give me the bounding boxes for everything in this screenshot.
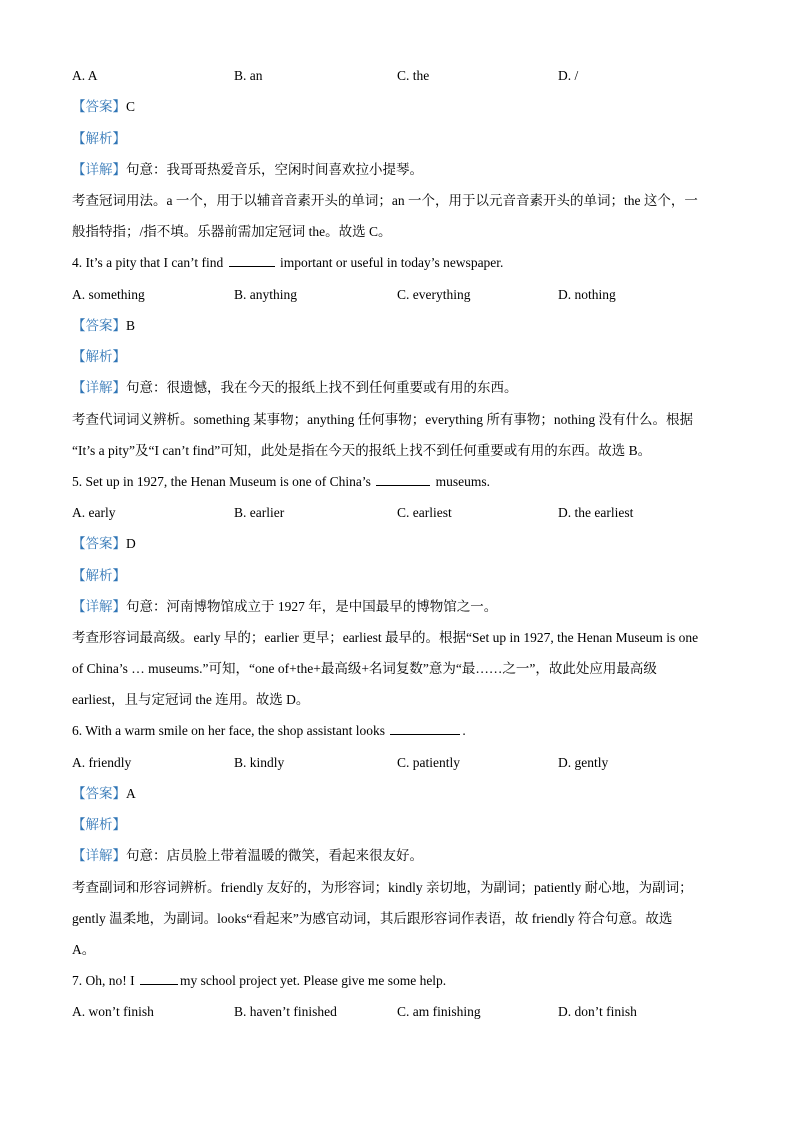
q6-explain-1: 考查副词和形容词辨析。friendly 友好的，为形容词；kindly 亲切地，为副词；patiently 耐心地，为副词；	[72, 880, 693, 895]
q3-option-a: A. A	[72, 68, 98, 83]
answer-value: D	[126, 536, 136, 551]
q5-explain-3: earliest，且与定冠词 the 连用。故选 D。	[72, 692, 310, 707]
q7-stem-before: 7. Oh, no! I	[72, 973, 135, 988]
q5-options	[72, 503, 732, 523]
q4-option-c: C. everything	[397, 287, 471, 302]
q5-explain-2: of China’s … museums.”可知，“one of+the+最高级+名词复数”意为“最……之一”，故此处应用最高级	[72, 661, 657, 676]
q7-blank	[140, 971, 178, 985]
q3-explain-2: 般指特指；/指不填。乐器前需加定冠词 the。故选 C。	[72, 224, 392, 239]
detail-tag: 【详解】	[72, 848, 126, 863]
answer-value: A	[126, 786, 136, 801]
q7-option-c: C. am finishing	[397, 1004, 481, 1019]
q6-option-b: B. kindly	[234, 755, 285, 770]
q6-detail	[72, 846, 732, 866]
q6-explain-3: A。	[72, 942, 96, 957]
q7-options	[72, 1002, 732, 1022]
q7-stem-after: my school project yet. Please give me some help.	[180, 973, 447, 988]
q3-detail	[72, 160, 732, 180]
q5-option-a: A. early	[72, 505, 116, 520]
answer-tag: 【答案】	[72, 318, 126, 333]
q6-explain-2: gently 温柔地，为副词。looks“看起来”为感官动词，其后跟形容词作表语，故 friendly 符合句意。故选	[72, 911, 673, 926]
q6-stem	[72, 721, 732, 741]
q5-option-d: D. the earliest	[558, 505, 634, 520]
q4-stem-after: important or useful in today’s newspaper.	[279, 255, 504, 270]
q4-option-d: D. nothing	[558, 287, 616, 302]
q7-option-b: B. haven’t finished	[234, 1004, 337, 1019]
detail-tag: 【详解】	[72, 599, 126, 614]
q5-blank	[376, 472, 430, 486]
q4-blank	[229, 253, 275, 267]
answer-tag: 【答案】	[72, 786, 126, 801]
q6-blank	[390, 721, 460, 735]
q4-detail	[72, 378, 732, 398]
analysis-tag: 【解析】	[72, 131, 126, 146]
answer-tag: 【答案】	[72, 536, 126, 551]
analysis-tag: 【解析】	[72, 568, 126, 583]
answer-value: B	[126, 318, 136, 333]
analysis-tag: 【解析】	[72, 817, 126, 832]
q5-option-b: B. earlier	[234, 505, 285, 520]
q6-analysis	[72, 815, 732, 835]
q4-stem-before: 4. It’s a pity that I can’t find	[72, 255, 224, 270]
q5-stem-after: museums.	[435, 474, 490, 489]
q4-answer	[72, 316, 732, 336]
detail-text: 句意：店员脸上带着温暖的微笑，看起来很友好。	[126, 848, 423, 863]
q4-analysis	[72, 347, 732, 367]
q6-option-c: C. patiently	[397, 755, 460, 770]
q5-option-c: C. earliest	[397, 505, 452, 520]
q5-detail	[72, 597, 732, 617]
q5-explain-1: 考查形容词最高级。early 早的；earlier 更早；earliest 最早的。根据“Set up in 1927, the Henan Museum is one	[72, 630, 699, 645]
q3-answer	[72, 97, 732, 117]
q5-answer	[72, 534, 732, 554]
analysis-tag: 【解析】	[72, 349, 126, 364]
q3-analysis	[72, 129, 732, 149]
q5-analysis	[72, 566, 732, 586]
q7-option-a: A. won’t finish	[72, 1004, 154, 1019]
q4-explain-2: “It’s a pity”及“I can’t find”可知，此处是指在今天的报纸上找不到任何重要或有用的东西。故选 B。	[72, 443, 652, 458]
detail-text: 句意：河南博物馆成立于 1927 年，是中国最早的博物馆之一。	[126, 599, 498, 614]
q3-explain-1: 考查冠词用法。a 一个，用于以辅音音素开头的单词；an 一个，用于以元音音素开头的单词；the 这个，一	[72, 193, 698, 208]
q7-option-d: D. don’t finish	[558, 1004, 637, 1019]
q3-option-c: C. the	[397, 68, 430, 83]
answer-value: C	[126, 99, 136, 114]
q4-options	[72, 285, 732, 305]
detail-text: 句意：我哥哥热爱音乐，空闲时间喜欢拉小提琴。	[126, 162, 423, 177]
detail-text: 句意：很遗憾，我在今天的报纸上找不到任何重要或有用的东西。	[126, 380, 518, 395]
q4-explain-1: 考查代词词义辨析。something 某事物；anything 任何事物；everything 所有事物；nothing 没有什么。根据	[72, 412, 693, 427]
q4-stem	[72, 253, 732, 273]
q4-option-b: B. anything	[234, 287, 297, 302]
detail-tag: 【详解】	[72, 162, 126, 177]
answer-tag: 【答案】	[72, 99, 126, 114]
q6-stem-after: .	[462, 723, 466, 738]
q4-option-a: A. something	[72, 287, 145, 302]
q5-stem	[72, 472, 732, 492]
q6-stem-before: 6. With a warm smile on her face, the shop assistant looks	[72, 723, 386, 738]
q6-answer	[72, 784, 732, 804]
q3-option-d: D. /	[558, 68, 579, 83]
q5-stem-before: 5. Set up in 1927, the Henan Museum is one of China’s	[72, 474, 371, 489]
detail-tag: 【详解】	[72, 380, 126, 395]
q6-options	[72, 753, 732, 773]
q3-options	[72, 66, 732, 86]
q6-option-a: A. friendly	[72, 755, 132, 770]
q6-option-d: D. gently	[558, 755, 609, 770]
q3-option-b: B. an	[234, 68, 263, 83]
q7-stem	[72, 971, 732, 991]
